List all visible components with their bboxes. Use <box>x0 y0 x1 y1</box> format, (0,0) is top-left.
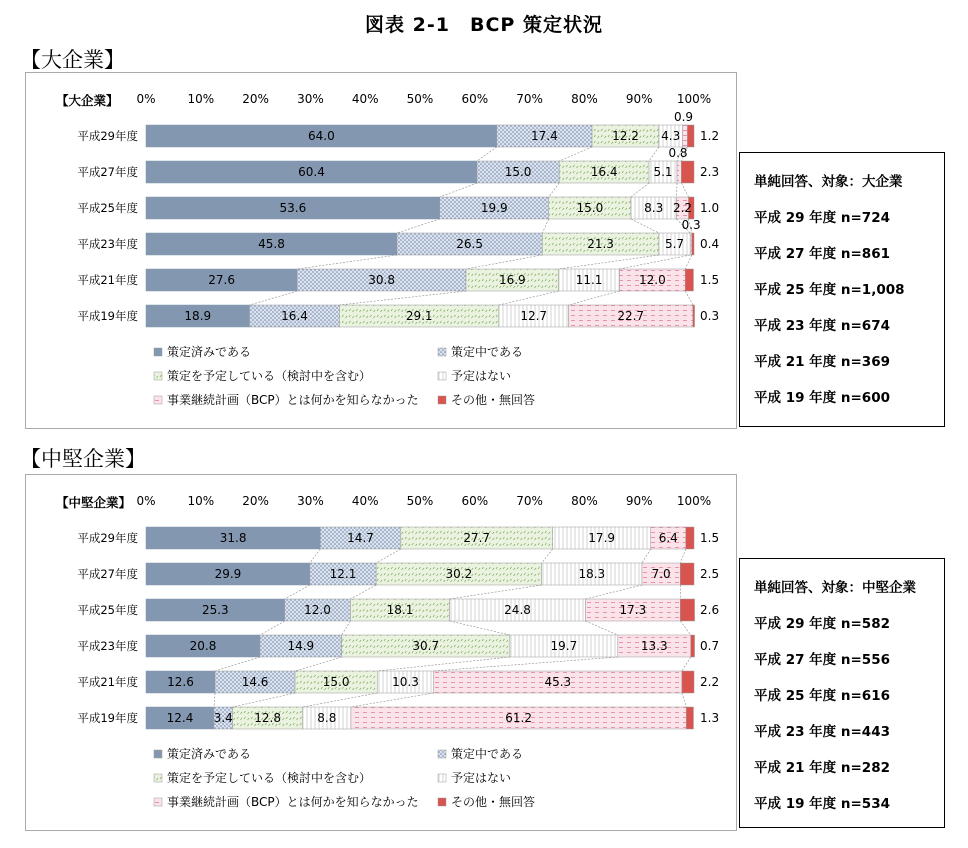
legend-label: 事業継続計画（BCP）とは何かを知らなかった <box>167 795 419 809</box>
data-label: 6.4 <box>658 531 678 545</box>
connector-line <box>214 693 215 707</box>
data-label: 30.8 <box>368 273 395 287</box>
data-label: 45.8 <box>258 237 285 251</box>
data-label: 26.5 <box>456 237 483 251</box>
connector-line <box>585 621 617 635</box>
data-label: 12.0 <box>638 273 666 287</box>
data-label: 5.1 <box>653 165 673 179</box>
data-label: 7.0 <box>651 567 671 581</box>
corner-label: 【大企業】 <box>56 93 119 108</box>
legend-label: 事業継続計画（BCP）とは何かを知らなかった <box>167 393 419 407</box>
data-label: 60.4 <box>298 165 325 179</box>
data-label: 11.1 <box>575 273 603 287</box>
sample-box-midsize <box>739 558 945 828</box>
bar-segment <box>687 125 694 147</box>
data-label: 12.8 <box>254 711 282 725</box>
sample-size: 平成 29 年度 n=582 <box>754 616 890 632</box>
data-label: 18.3 <box>578 567 606 581</box>
connector-line <box>542 549 553 563</box>
connector-line <box>542 219 549 233</box>
sample-box-large <box>739 152 945 427</box>
data-label: 16.9 <box>498 273 526 287</box>
data-label: 64.0 <box>308 129 335 143</box>
data-label: 20.8 <box>189 639 217 653</box>
x-tick-label: 90% <box>625 494 653 508</box>
chart-large-enterprises <box>25 72 737 429</box>
data-label: 29.1 <box>405 309 433 323</box>
data-label: 2.2 <box>700 675 720 689</box>
legend-label: 予定はない <box>451 369 512 383</box>
data-label: 30.7 <box>412 639 440 653</box>
category-label: 平成21年度 <box>77 675 138 689</box>
connector-line <box>440 183 477 197</box>
data-label: 12.6 <box>167 675 194 689</box>
x-tick-label: 100% <box>676 494 712 508</box>
category-label: 平成27年度 <box>77 165 138 179</box>
legend-swatch <box>154 348 162 356</box>
data-label: 10.3 <box>392 675 419 689</box>
x-tick-label: 10% <box>187 494 215 508</box>
connector-line <box>559 255 659 269</box>
data-label: 24.8 <box>504 603 531 617</box>
legend-swatch <box>154 750 162 758</box>
x-tick-label: 70% <box>516 494 543 508</box>
connector-line <box>450 585 542 599</box>
data-label: 0.3 <box>681 218 701 232</box>
sample-size: 平成 27 年度 n=861 <box>754 246 890 262</box>
legend-label: 策定を予定している（検討中を含む） <box>167 369 372 383</box>
connector-line <box>233 693 295 707</box>
x-tick-label: 20% <box>242 494 269 508</box>
data-label: 12.2 <box>612 129 639 143</box>
legend-swatch <box>154 396 162 404</box>
connector-line <box>619 255 690 269</box>
data-label: 16.4 <box>281 309 308 323</box>
data-label: 1.2 <box>700 129 720 143</box>
connector-line <box>685 255 692 269</box>
x-tick-label: 80% <box>571 92 598 106</box>
data-label: 17.3 <box>619 603 647 617</box>
sample-size: 平成 21 年度 n=369 <box>754 354 890 370</box>
data-label: 14.6 <box>241 675 269 689</box>
sample-header: 単純回答、対象：大企業 <box>754 174 903 190</box>
data-label: 1.5 <box>700 531 720 545</box>
connector-line <box>377 657 510 671</box>
category-label: 平成23年度 <box>77 639 138 653</box>
x-tick-label: 90% <box>625 92 653 106</box>
bar-segment <box>692 233 694 255</box>
legend-label: 策定済みである <box>167 747 252 761</box>
legend-swatch <box>438 750 446 758</box>
category-label: 平成19年度 <box>77 711 138 725</box>
sample-header: 単純回答、対象：中堅企業 <box>754 580 916 596</box>
data-label: 12.7 <box>520 309 548 323</box>
data-label: 12.0 <box>304 603 331 617</box>
legend-swatch <box>438 774 446 782</box>
legend-swatch <box>438 396 446 404</box>
connector-line <box>682 657 691 671</box>
bar-segment <box>691 635 695 657</box>
bar-segment <box>682 671 694 693</box>
data-label: 1.5 <box>700 273 720 287</box>
category-label: 平成29年度 <box>77 129 138 143</box>
stacked-bar-chart <box>26 475 736 830</box>
connector-line <box>351 693 434 707</box>
connector-line <box>642 549 651 563</box>
connector-line <box>342 621 351 635</box>
data-label: 16.4 <box>590 165 618 179</box>
connector-line <box>682 693 686 707</box>
data-label: 17.9 <box>588 531 616 545</box>
data-label: 14.9 <box>287 639 315 653</box>
connector-line <box>685 291 693 305</box>
connector-line <box>559 147 592 161</box>
bar-segment <box>677 161 681 183</box>
bar-segment <box>680 563 694 585</box>
legend-label: その他・無回答 <box>451 393 536 407</box>
data-label: 0.4 <box>700 237 720 251</box>
data-label: 18.1 <box>386 603 414 617</box>
corner-label: 【中堅企業】 <box>56 495 132 510</box>
category-label: 平成25年度 <box>77 603 138 617</box>
legend-label: その他・無回答 <box>451 795 536 809</box>
sample-size: 平成 23 年度 n=443 <box>754 724 890 740</box>
legend-swatch <box>154 372 162 380</box>
sample-size: 平成 21 年度 n=282 <box>754 760 890 776</box>
data-label: 27.6 <box>208 273 235 287</box>
connector-line <box>499 291 559 305</box>
sample-size: 平成 25 年度 n=1,008 <box>754 282 905 298</box>
sample-size: 平成 27 年度 n=556 <box>754 652 890 668</box>
data-label: 3.4 <box>213 711 233 725</box>
connector-line <box>681 183 688 197</box>
data-label: 15.0 <box>322 675 350 689</box>
data-label: 45.3 <box>544 675 572 689</box>
data-label: 0.3 <box>700 309 720 323</box>
connector-line <box>676 183 677 197</box>
data-label: 0.9 <box>673 110 694 124</box>
x-tick-label: 60% <box>461 494 489 508</box>
connector-line <box>631 183 649 197</box>
stacked-bar-chart <box>26 73 736 428</box>
connector-line <box>649 147 659 161</box>
sample-size: 平成 19 年度 n=600 <box>754 390 890 406</box>
data-label: 22.7 <box>617 309 645 323</box>
connector-line <box>260 621 285 635</box>
data-label: 1.0 <box>700 201 720 215</box>
connector-line <box>310 549 320 563</box>
x-tick-label: 40% <box>351 92 379 106</box>
x-tick-label: 80% <box>571 494 598 508</box>
legend-label: 策定を予定している（検討中を含む） <box>167 771 372 785</box>
connector-line <box>250 291 298 305</box>
data-label: 30.2 <box>445 567 473 581</box>
data-label: 1.3 <box>700 711 720 725</box>
data-label: 5.7 <box>664 237 685 251</box>
legend-label: 策定中である <box>451 747 524 761</box>
legend-swatch <box>438 798 446 806</box>
data-label: 13.3 <box>640 639 668 653</box>
data-label: 2.2 <box>672 201 693 215</box>
legend-label: 策定済みである <box>167 345 252 359</box>
data-label: 19.7 <box>550 639 578 653</box>
sample-size: 平成 29 年度 n=724 <box>754 210 890 226</box>
x-tick-label: 40% <box>351 494 379 508</box>
data-label: 61.2 <box>505 711 532 725</box>
connector-line <box>297 255 397 269</box>
chart-midsize-enterprises <box>25 474 737 831</box>
data-label: 53.6 <box>279 201 307 215</box>
x-tick-label: 20% <box>242 92 269 106</box>
connector-line <box>569 291 620 305</box>
data-label: 0.7 <box>700 639 720 653</box>
legend-swatch <box>154 798 162 806</box>
connector-line <box>350 585 376 599</box>
data-label: 31.8 <box>219 531 247 545</box>
data-label: 17.4 <box>531 129 558 143</box>
x-tick-label: 100% <box>676 92 712 106</box>
x-tick-label: 60% <box>461 92 489 106</box>
connector-line <box>466 255 542 269</box>
sample-size: 平成 23 年度 n=674 <box>754 318 890 334</box>
category-label: 平成21年度 <box>77 273 138 287</box>
connector-line <box>631 219 659 233</box>
data-label: 0.8 <box>668 146 688 160</box>
bar-segment <box>686 527 694 549</box>
connector-line <box>303 693 378 707</box>
data-label: 2.6 <box>700 603 720 617</box>
page-title: 図表 2-1 BCP 策定状況 <box>365 14 603 36</box>
connector-line <box>477 147 497 161</box>
data-label: 2.5 <box>700 567 720 581</box>
bar-segment <box>693 305 695 327</box>
section-heading-large: 【大企業】 <box>20 48 125 72</box>
connector-line <box>434 657 618 671</box>
connector-line <box>549 183 559 197</box>
connector-line <box>450 621 510 635</box>
x-tick-label: 10% <box>187 92 215 106</box>
data-label: 2.3 <box>700 165 720 179</box>
legend-swatch <box>438 372 446 380</box>
data-label: 4.3 <box>661 129 681 143</box>
connector-line <box>680 621 690 635</box>
connector-line <box>397 219 440 233</box>
data-label: 19.9 <box>480 201 508 215</box>
category-label: 平成19年度 <box>77 309 138 323</box>
x-tick-label: 30% <box>297 92 324 106</box>
data-label: 14.7 <box>347 531 374 545</box>
connector-line <box>215 657 260 671</box>
legend-swatch <box>438 348 446 356</box>
connector-line <box>339 291 466 305</box>
bar-segment <box>685 269 693 291</box>
section-heading-midsize: 【中堅企業】 <box>20 447 146 471</box>
connector-line <box>585 585 641 599</box>
sample-size: 平成 25 年度 n=616 <box>754 688 890 704</box>
sample-size: 平成 19 年度 n=534 <box>754 796 890 812</box>
category-label: 平成25年度 <box>77 201 138 215</box>
data-label: 18.9 <box>184 309 212 323</box>
legend-label: 予定はない <box>451 771 512 785</box>
data-label: 29.9 <box>214 567 242 581</box>
data-label: 12.4 <box>166 711 194 725</box>
data-label: 8.3 <box>644 201 664 215</box>
data-label: 21.3 <box>587 237 614 251</box>
x-tick-label: 30% <box>297 494 324 508</box>
bar-segment <box>682 125 687 147</box>
category-label: 平成27年度 <box>77 567 138 581</box>
legend-label: 策定中である <box>451 345 524 359</box>
connector-line <box>376 549 401 563</box>
data-label: 12.1 <box>329 567 357 581</box>
data-label: 8.8 <box>317 711 337 725</box>
data-label: 15.0 <box>576 201 604 215</box>
bar-segment <box>686 707 693 729</box>
data-label: 27.7 <box>463 531 491 545</box>
category-label: 平成29年度 <box>77 531 138 545</box>
x-tick-label: 0% <box>136 92 156 106</box>
x-tick-label: 0% <box>136 494 156 508</box>
data-label: 25.3 <box>201 603 229 617</box>
x-tick-label: 50% <box>406 92 434 106</box>
category-label: 平成23年度 <box>77 237 138 251</box>
data-label: 15.0 <box>504 165 532 179</box>
connector-line <box>285 585 310 599</box>
connector-line <box>295 657 342 671</box>
connector-line <box>680 549 685 563</box>
bar-segment <box>681 161 694 183</box>
x-tick-label: 70% <box>516 92 543 106</box>
x-tick-label: 50% <box>406 494 434 508</box>
bar-segment <box>680 599 694 621</box>
legend-swatch <box>154 774 162 782</box>
